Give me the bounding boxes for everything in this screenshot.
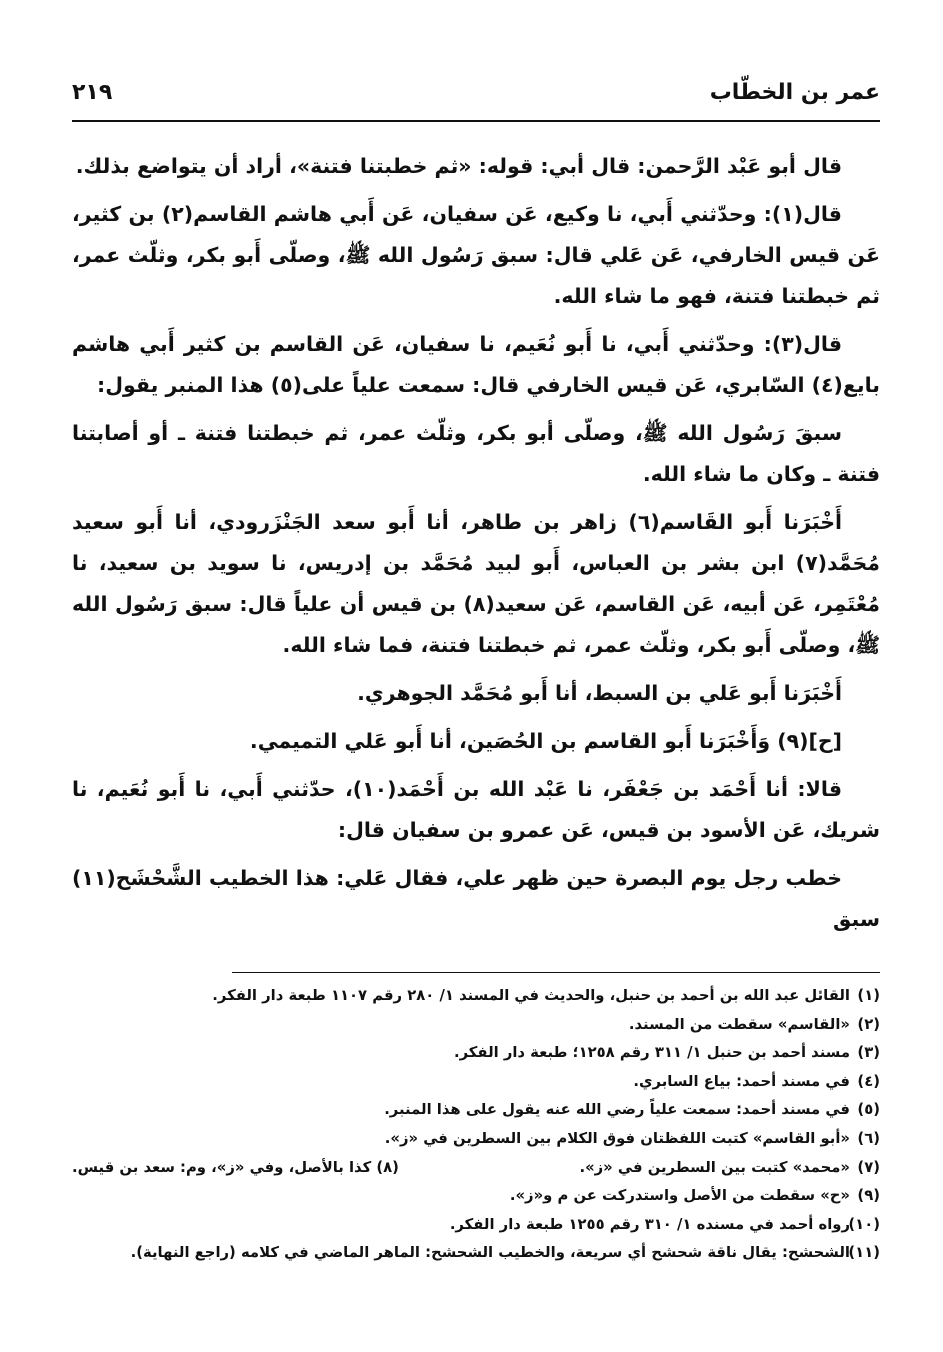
- footnote-text: القائل عبد الله بن أحمد بن حنبل، والحديث في المسند ١/ ٢٨٠ رقم ١١٠٧ طبعة دار الفكر.: [212, 987, 850, 1004]
- footnote: [72, 1211, 880, 1240]
- footnote: [72, 982, 880, 1011]
- footnote: [72, 1011, 880, 1040]
- footnote-text: مسند أحمد بن حنبل ١/ ٣١١ رقم ١٢٥٨؛ طبعة دار الفكر.: [453, 1044, 850, 1062]
- running-header: [72, 78, 880, 112]
- footnote-number: (٥): [857, 1101, 880, 1119]
- footnote-number: (٢): [857, 1015, 880, 1033]
- footnote: [72, 1125, 880, 1154]
- footnote: [72, 1154, 880, 1183]
- footnote-inline-8: (٨) كذا بالأصل، وفي «ز»، وم: سعد بن قيس.: [72, 1158, 399, 1176]
- footnote-number: (١٠): [848, 1215, 880, 1233]
- footnote: [72, 1182, 880, 1211]
- paragraph: خطب رجل يوم البصرة حين ظهر علي، فقال عَلي: هذا الخطيب الشَّحْشَح(١١) سبق: [72, 866, 880, 931]
- paragraph: قال أبو عَبْد الرَّحمن: قال أبي: قوله: «ثم خطبتنا فتنة»، أراد أن يتواضع بذلك.: [75, 154, 842, 178]
- footnote-number: (٩): [857, 1187, 880, 1205]
- page-number: ٢١٩: [72, 80, 113, 105]
- footnote-text: الشحشح: يقال ناقة شحشح أي سريعة، والخطيب الشحشح: الماهر الماضي في كلامه (راجع النهاية).: [130, 1244, 850, 1262]
- footnote-text: «محمد» كتبت بين السطرين في «ز».: [579, 1158, 850, 1176]
- footnote-number: (٤): [857, 1072, 880, 1090]
- running-title: عمر بن الخطّاب: [709, 80, 880, 105]
- footnote-text: «ح» سقطت من الأصل واستدركت عن م و«ز».: [509, 1187, 850, 1205]
- main-text: [72, 146, 880, 947]
- footnotes: [72, 982, 880, 1268]
- paragraph: سبقَ رَسُول الله ﷺ، وصلّى أبو بكر، وثلّث عمر، ثم خبطتنا فتنة ـ أو أصابتنا فتنة ـ وكان ما شاء الله.: [72, 421, 880, 486]
- footnote-number: (١): [857, 987, 880, 1004]
- footnote: [72, 1239, 880, 1268]
- book-page: [72, 70, 880, 1340]
- paragraph: قالا: أنا أَحْمَد بن جَعْفَر، نا عَبْد الله بن أَحْمَد(١٠)، حدّثني أَبي، نا أَبو نُعَيم، نا شريك، عَن الأسود بن قيس، عَن عمرو بن سفيان قال:: [72, 777, 880, 842]
- paragraph: أَخْبَرَنا أَبو عَلي بن السبط، أنا أَبو مُحَمَّد الجوهري.: [357, 681, 842, 705]
- footnote-rule: [232, 972, 880, 973]
- footnote-text: في مسند أحمد: بياع السابري.: [633, 1072, 850, 1090]
- footnote: [72, 1068, 880, 1097]
- footnote-number: (٦): [857, 1129, 880, 1147]
- footnote-text: في مسند أحمد: سمعت علياً رضي الله عنه يقول على هذا المنبر.: [384, 1101, 850, 1119]
- footnote-text: «أبو القاسم» كتبت اللفظتان فوق الكلام بين السطرين في «ز».: [384, 1129, 850, 1147]
- footnote: [72, 1039, 880, 1068]
- footnote-number: (٧): [857, 1158, 880, 1176]
- paragraph: أَخْبَرَنا أَبو القَاسم(٦) زاهر بن طاهر، أنا أَبو سعد الجَنْزَرودي، أنا أَبو سعيد مُحَمَّد(٧) ابن بشر بن العباس، أَبو لبيد مُحَمَّد بن إدريس، نا سويد بن سعيد، نا مُعْتَمِر، عَن أبيه، عَن القاسم، عَن سعيد(٨) بن قيس أن علياً قال: سبق رَسُول الله ﷺ، وصلّى أَبو بكر، وثلّث عمر، ثم خبطتنا فتنة، فما شاء الله.: [72, 510, 880, 657]
- paragraph: [ح](٩) وَأَخْبَرَنا أَبو القاسم بن الحُصَين، أنا أَبو عَلي التميمي.: [249, 729, 842, 753]
- footnote-number: (١١): [848, 1244, 880, 1262]
- header-rule: [72, 120, 880, 122]
- footnote-text: «القاسم» سقطت من المسند.: [628, 1015, 850, 1033]
- paragraph: قال(١): وحدّثني أَبي، نا وكيع، عَن سفيان، عَن أَبي هاشم القاسم(٢) بن كثير، عَن قيس الخارفي، عَن عَلي قال: سبق رَسُول الله ﷺ، وصلّى أَبو بكر، وثلّث عمر، ثم خبطتنا فتنة، فهو ما شاء الله.: [72, 202, 880, 308]
- footnote-number: (٣): [857, 1044, 880, 1062]
- footnote: [72, 1096, 880, 1125]
- footnote-text: رواه أحمد في مسنده ١/ ٣١٠ رقم ١٢٥٥ طبعة دار الفكر.: [449, 1215, 850, 1233]
- paragraph: قال(٣): وحدّثني أَبي، نا أَبو نُعَيم، نا سفيان، عَن القاسم بن كثير أَبي هاشم بايع(٤) السّابري، عَن قيس الخارفي قال: سمعت علياً على(٥) هذا المنبر يقول:: [72, 332, 880, 397]
